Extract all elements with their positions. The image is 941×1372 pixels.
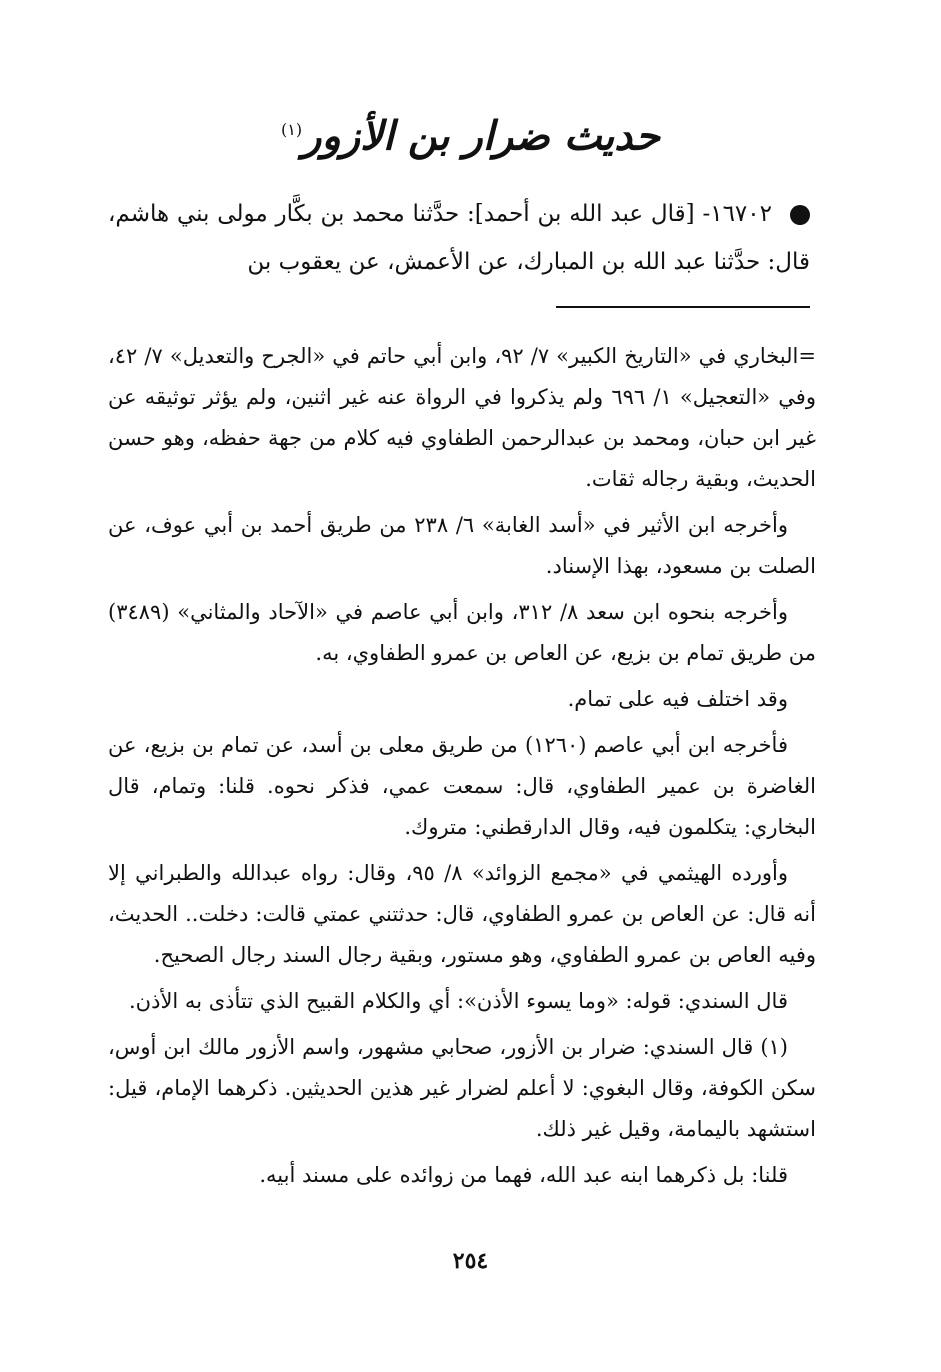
- footnotes-block: [108, 336, 816, 1201]
- footnote-paragraph: وقد اختلف فيه على تمام.: [567, 687, 788, 711]
- title-footnote-marker: (١): [281, 120, 303, 139]
- footnote-paragraph: فأخرجه ابن أبي عاصم (١٢٦٠) من طريق معلى بن أسد، عن تمام بن بزيع، عن الغاضرة بن عمير الطفاوي، قال: سمعت عمي، فذكر نحوه. قلنا: وتمام، قال البخاري: يتكلمون فيه، وقال الدارقطني: متروك.: [108, 733, 816, 839]
- footnote-paragraph: وأورده الهيثمي في «مجمع الزوائد» ٨/ ٩٥، وقال: رواه عبدالله والطبراني إلا أنه قال: عن العاص بن عمرو الطفاوي، قال: حدثتني عمتي قالت: دخلت.. الحديث، وفيه العاص بن عمرو الطفاوي، وهو مستور، وبقية رجال السند رجال الصحيح.: [108, 861, 816, 967]
- chapter-title-text: حديث ضرار بن الأزور: [302, 112, 660, 160]
- hadith-text: [قال عبد الله بن أحمد]: حدَّثنا محمد بن بكَّار مولى بني هاشم، قال: حدَّثنا عبد الله بن المبارك، عن الأعمش، عن يعقوب بن: [108, 201, 810, 275]
- footnote-paragraph: (١) قال السندي: ضرار بن الأزور، صحابي مشهور، واسم الأزور مالك ابن أوس، سكن الكوفة، وقال البغوي: لا أعلم لضرار غير هذين الحديثين. ذكرهما الإمام، قيل: استشهد باليمامة، وقيل غير ذلك.: [108, 1035, 816, 1141]
- hadith-text-block: [108, 190, 810, 286]
- footnote-paragraph: وأخرجه بنحوه ابن سعد ٨/ ٣١٢، وابن أبي عاصم في «الآحاد والمثاني» (٣٤٨٩) من طريق تمام بن بزيع، عن العاص بن عمرو الطفاوي، به.: [108, 600, 816, 665]
- hadith-number: ١٦٧٠٢-: [702, 201, 772, 227]
- page-number: ٢٥٤: [452, 1248, 489, 1274]
- footnote-paragraph: قلنا: بل ذكرهما ابنه عبد الله، فهما من زوائده على مسند أبيه.: [259, 1163, 788, 1187]
- chapter-title: [0, 100, 941, 166]
- footnote-paragraph: =البخاري في «التاريخ الكبير» ٧/ ٩٢، وابن أبي حاتم في «الجرح والتعديل» ٧/ ٤٢، وفي «التعجيل» ١/ ٦٩٦ ولم يذكروا في الرواة عنه غير اثنين، ولم يؤثر توثيقه عن غير ابن حبان، ومحمد بن عبدالرحمن الطفاوي فيه كلام من جهة حفظه، وهو حسن الحديث، وبقية رجاله ثقات.: [108, 344, 816, 491]
- bullet-icon: [790, 205, 810, 225]
- footnote-separator: [556, 306, 810, 308]
- footnote-paragraph: قال السندي: قوله: «وما يسوء الأذن»: أي والكلام القبيح الذي تتأذى به الأذن.: [129, 989, 788, 1013]
- footnote-paragraph: وأخرجه ابن الأثير في «أسد الغابة» ٦/ ٢٣٨ من طريق أحمد بن أبي عوف، عن الصلت بن مسعود، بهذا الإسناد.: [108, 513, 816, 578]
